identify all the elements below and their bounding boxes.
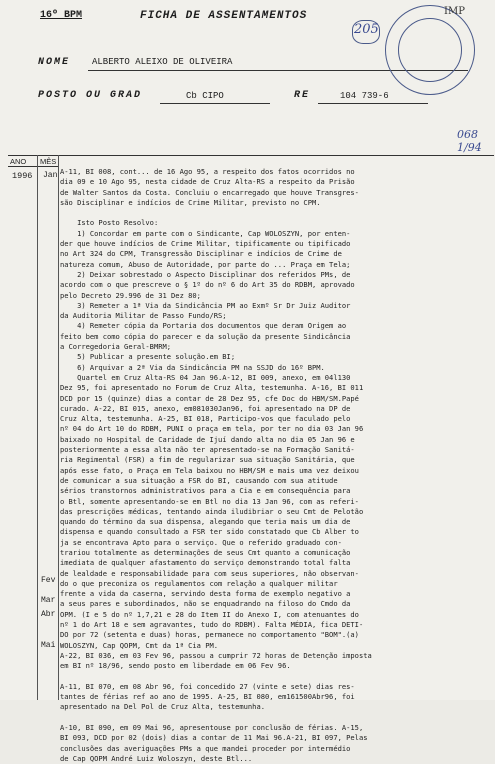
rank-label: POSTO OU GRAD (38, 90, 143, 101)
re-value: 104 739-6 (340, 91, 389, 101)
rank-value: Cb CIPO (186, 91, 224, 101)
month-fev: Fev (41, 576, 56, 585)
column-header-year: ANO (10, 157, 27, 166)
margin-note: 068 1/94 (457, 128, 482, 154)
unit-label: 16º BPM (40, 10, 83, 21)
month-jan: Jan (43, 171, 58, 180)
year-column-divider (37, 155, 38, 700)
name-value: ALBERTO ALEIXO DE OLIVEIRA (92, 57, 233, 67)
header-underline (8, 166, 58, 167)
corner-mark: IMP (444, 6, 465, 17)
month-column-divider (58, 155, 59, 700)
month-mai: Mai (41, 641, 56, 650)
stamp-number: 205 (354, 22, 379, 37)
month-mar: Mar (41, 596, 56, 605)
page-title: FICHA DE ASSENTAMENTOS (140, 10, 308, 22)
circular-seal-inner (398, 18, 462, 82)
column-header-month: MÊS (40, 157, 57, 166)
rank-underline (160, 103, 270, 104)
entries-text: A-11, BI 008, cont... de 16 Ago 95, a respeito dos fatos ocorridos no dia 09 e 10 Ago 95, nesta cidade de Cruz Alta-RS a respeito da Prisão de Walter Santos da Costa. Concluiu o encarregado que houve Transgres- são Disciplinar e indícios de Crime Militar, previsto no CPM. Isto Posto Resolvo: 1) Concordar em parte com o Sindicante, Cap WOLOSZYN, por enten- der que houve indícios de Crime Militar, tipificamente ou tipificado no Art 324 do CPM, Transgressão Disciplinar e indícios de Crime de natureza comum, Abuso de Autoridade, por parte do ... Praça em Tela; 2) Deixar sobrestado o Aspecto Disciplinar dos referidos PMs, de acordo com o que prescreve o § 1º do nº 6 do Art 35 do RDBM, aprovado pelo Decreto 29.996 de 31 Dez 80; 3) Remeter a 1ª Via da Sindicância PM ao Exmº Sr Dr Juiz Auditor da Auditoria Militar de Passo Fundo/RS; 4) Remeter cópia da Portaria dos documentos que deram Origem ao feito bem como cópia do parecer e da solução da presente Sindicância a Corregedoria Geral-BMRM; 5) Publicar a presente solução.em BI; 6) Arquivar a 2ª Via da Sindicância PM na SSJD do 16º BPM. Quartel em Cruz Alta-RS 04 Jan 96.A-12, BI 009, anexo, em 04l130 Dez 95, foi apresentado no Forum de Cruz Alta, testemunha. A-16, BI 011 DCD por 15 (quinze) dias a contar de 28 Dez 95, cfe Doc do HBM/SM.Papé curado. A-22, BI 015, anexo, em081030Jan96, foi apresentado na DP de Cruz Alta, testemunha. A-25, BI 018, Participo-vos que faculado pelo nº 04 do Art 10 do RDBM, PUNI o praça em tela, por ter no dia 03 Jan 96 baixado no Hospital de Caridade de Ijuí dando alta no dia 05 Jan 96 e posteriormente a essa alta não ter apresentado-se na Formação Sanitá- ria Regimental (FSR) a fim de regularizar sua situação Sanitária, que após esse fato, o Praça em Tela baixou no HBM/SM e mais uma vez deixou de comunicar a sua situação a FSR do BI, causando com sua atitude sérios transtornos administrativos para a Cia e em consequência para o Btl, somente apresentando-se em Btl no dia 13 Jan 96, com as referi- das prescrições médicas, tentando ainda iludibriar o seu Cmt de Pelotão quando do término da sua dispensa, alegando que teria mais um dia de dispensa e quando consultado a FSR ter sido constatado que Cb Alber to ja se encontrava Apto para o serviço. Que o referido graduado con- trariou totalmente as determinações de seus Cmt quanto a comunicação imediata de qualquer afastamento do serviço demonstrando total falta de lealdade e responsabilidade para com seus superiores, não observan- do o que preconiza os regulamentos com relação a qualquer militar frente a vida da caserna, servindo desta forma de exemplo negativo a a seus pares e subordinados, não se enquadrando na filoso do Cmdo da OPM. (I e 5 do nº 1,7,21 e 28 do Item II do Anexo I, com atenuantes do nº 1 do Art 18 e sem agravantes, tudo do RDBM). Falta MÉDIA, fica DETI- DO por 72 (setenta e duas) horas, permanece no comportamento "BOM".(a) WOLOSZYN, Cap QOPM, Cmt da 1ª Cia PM. A-22, BI 036, em 03 Fev 96, passou a cumprir 72 horas de Detenção imposta em BI nº 18/96, sendo posto em liberdade em 06 Fev 96. A-11, BI 070, em 08 Abr 96, foi concedido 27 (vinte e sete) dias res- tantes de férias ref ao ano de 1995. A-25, BI 080, em161500Abr96, foi apresentado na Del Pol de Cruz Alta, testemunha. A-10, BI 090, em 09 Mai 96, apresentouse por conclusão de férias. A-15, BI 093, DCD por 02 (dois) dias a contar de 11 Mai 96.A-21, BI 097, Pelas conclusões das averiguações PMs a que mandei proceder por intermédio de Cap QOPM André Luiz Woloszyn, deste Btl... (60, 167, 372, 763)
name-label: NOME (38, 57, 71, 68)
re-underline (318, 103, 428, 104)
re-label: RE (294, 90, 311, 101)
month-abr: Abr (41, 610, 56, 619)
table-top-border (8, 155, 494, 156)
year-value: 1996 (12, 171, 33, 181)
